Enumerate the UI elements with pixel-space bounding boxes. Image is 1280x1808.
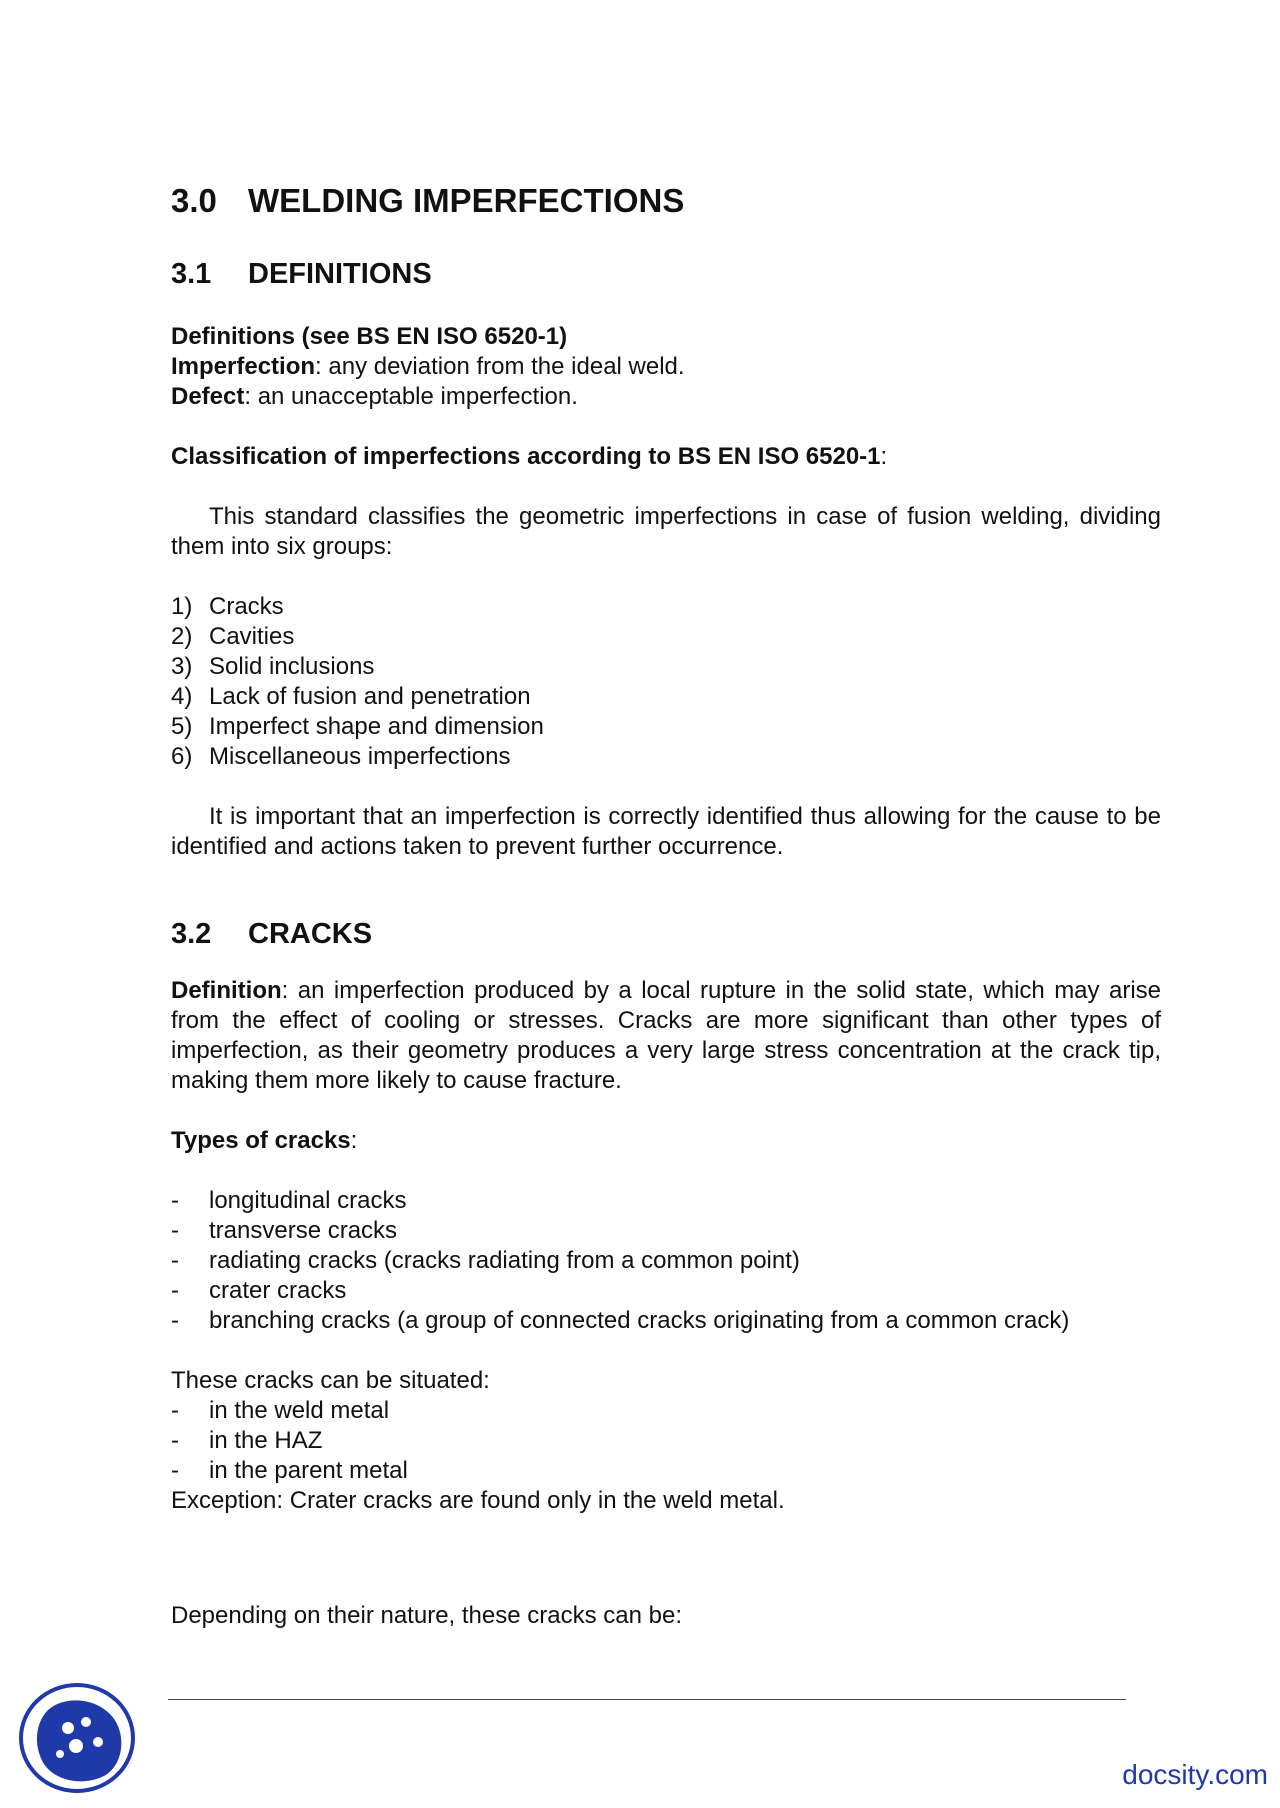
title-number: 3.0 [171,182,217,219]
dash-marker: - [171,1397,179,1424]
dash-marker: - [171,1187,179,1214]
types-of-cracks-colon: : [350,1127,358,1154]
types-of-cracks-heading [171,1126,1161,1156]
list-text: Miscellaneous imperfections [209,743,511,770]
section-3-2-number: 3.2 [171,918,212,950]
list-text: longitudinal cracks [209,1187,407,1214]
list-item [171,1306,1161,1336]
list-number: 6) [171,743,193,770]
crack-definition-term: Definition [171,977,282,1004]
section-3-2-heading [171,914,1161,954]
classification-heading [171,442,1161,472]
list-text: transverse cracks [209,1217,398,1244]
crack-types-list [171,1186,1161,1336]
list-item [171,1186,1161,1216]
footer-divider [168,1699,1126,1700]
crack-definition-paragraph [171,976,1161,1096]
dash-marker: - [171,1307,179,1334]
list-text: branching cracks (a group of connected cracks originating from a common crack) [209,1307,1070,1334]
imperfection-term: Imperfection [171,353,316,380]
classification-heading-colon: : [880,443,888,470]
classification-paragraph: This standard classifies the geometric imperfections in case of fusion welding, dividing them into six groups: [171,503,1161,560]
list-text: Solid inclusions [209,653,375,680]
list-item [171,1246,1161,1276]
dash-marker: - [171,1217,179,1244]
list-text: Cavities [209,623,295,650]
list-item [171,1396,1161,1426]
dash-marker: - [171,1457,179,1484]
exception-note: Exception: Crater cracks are found only in the weld metal. [171,1487,785,1514]
list-number: 2) [171,623,193,650]
list-text: in the weld metal [209,1397,390,1424]
section-3-2-title: CRACKS [248,918,373,950]
section-3-1-heading [171,254,1161,294]
list-number: 5) [171,713,193,740]
situated-intro: These cracks can be situated: [171,1367,490,1394]
identification-paragraph: It is important that an imperfection is correctly identified thus allowing for the cause to be identified and actions taken to prevent further occurrence. [171,803,1161,860]
section-3-1-title: DEFINITIONS [248,258,432,290]
dash-marker: - [171,1427,179,1454]
defect-text: : an unacceptable imperfection. [244,383,578,410]
list-item [171,1426,1161,1456]
docsity-logo-graphic [18,1682,136,1794]
list-item [171,592,1161,622]
list-text: radiating cracks (cracks radiating from a common point) [209,1247,800,1274]
list-item [171,1456,1161,1486]
crack-definition-text: : an imperfection produced by a local rupture in the solid state, which may arise from the effect of cooling or stresses. Cracks are more significant than other types of imperfection, as their geometry produces a very large stress concentration at the crack tip, making them more likely to cause fracture. [171,977,1161,1094]
list-number: 3) [171,653,193,680]
defect-term: Defect [171,383,245,410]
list-text: Lack of fusion and penetration [209,683,531,710]
nature-intro: Depending on their nature, these cracks can be: [171,1602,682,1629]
list-text: in the parent metal [209,1457,408,1484]
list-number: 4) [171,683,193,710]
list-item [171,1276,1161,1306]
section-3-1-number: 3.1 [171,258,212,290]
list-text: in the HAZ [209,1427,323,1454]
list-item [171,712,1161,742]
docsity-logo-icon[interactable] [18,1682,136,1794]
list-item [171,682,1161,712]
imperfection-text: : any deviation from the ideal weld. [315,353,685,380]
list-item [171,652,1161,682]
list-text: Cracks [209,593,284,620]
types-of-cracks-text: Types of cracks [171,1127,351,1154]
classification-heading-text: Classification of imperfections according to BS EN ISO 6520-1 [171,443,881,470]
dash-marker: - [171,1277,179,1304]
title-text: WELDING IMPERFECTIONS [248,182,685,219]
list-item [171,622,1161,652]
list-text: crater cracks [209,1277,347,1304]
docsity-site-link[interactable]: docsity.com [1122,1759,1268,1790]
document-page [171,178,1161,1631]
page-title [171,178,1161,224]
dash-marker: - [171,1247,179,1274]
imperfection-definition [171,352,1161,382]
defect-definition [171,382,1161,412]
list-item [171,1216,1161,1246]
list-number: 1) [171,593,193,620]
definitions-heading: Definitions (see BS EN ISO 6520-1) [171,323,568,350]
imperfection-groups-list [171,592,1161,772]
list-text: Imperfect shape and dimension [209,713,544,740]
list-item [171,742,1161,772]
crack-locations-list [171,1396,1161,1486]
